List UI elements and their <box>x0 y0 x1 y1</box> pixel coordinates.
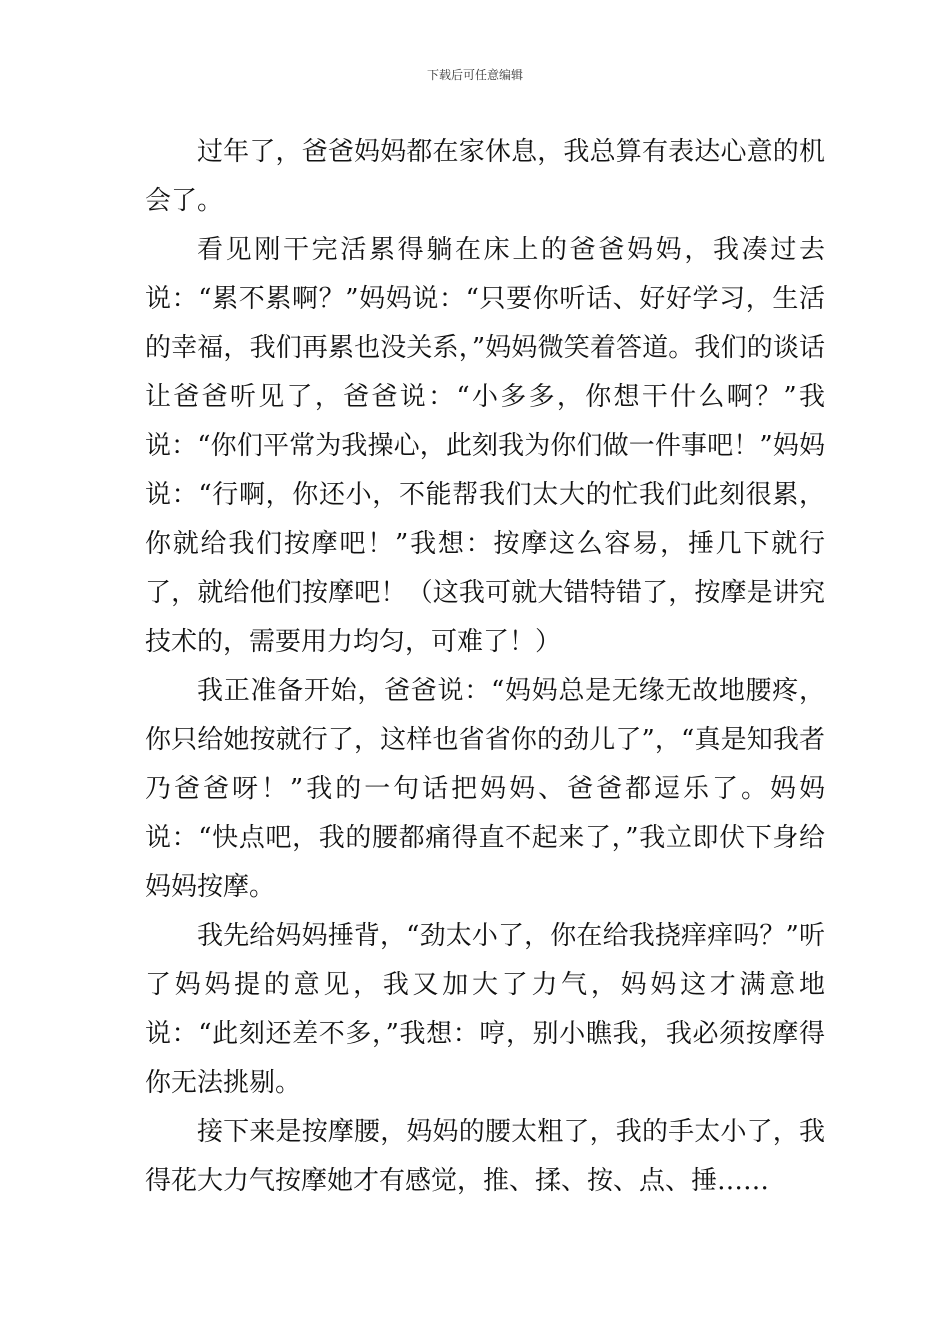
paragraph-5: 接下来是按摩腰，妈妈的腰太粗了，我的手太小了，我得花大力气按摩她才有感觉，推、揉、按、点、捶…… <box>145 1117 825 1196</box>
paragraph-3: 我正准备开始，爸爸说：“妈妈总是无缘无故地腰疼，你只给她按就行了，这样也省省你的劲儿了”，“真是知我者乃爸爸呀！”我的一句话把妈妈、爸爸都逗乐了。妈妈说：“快点吧，我的腰都痛得直不起来了，”我立即伏下身给妈妈按摩。 <box>145 676 825 902</box>
paragraph-1: 过年了，爸爸妈妈都在家休息，我总算有表达心意的机会了。 <box>145 137 825 216</box>
document-body <box>145 128 825 1206</box>
page-header: 下载后可任意编辑 <box>426 68 523 82</box>
paragraph-2: 看见刚干完活累得躺在床上的爸爸妈妈，我凑过去说：“累不累啊？”妈妈说：“只要你听话、好好学习，生活的幸福，我们再累也没关系，”妈妈微笑着答道。我们的谈话让爸爸听见了，爸爸说：“小多多，你想干什么啊？”我说：“你们平常为我操心，此刻我为你们做一件事吧！”妈妈说：“行啊，你还小，不能帮我们太大的忙我们此刻很累，你就给我们按摩吧！”我想：按摩这么容易，捶几下就行了，就给他们按摩吧！（这我可就大错特错了，按摩是讲究技术的，需要用力均匀，可难了！） <box>145 235 825 657</box>
paragraph-4: 我先给妈妈捶背，“劲太小了，你在给我挠痒痒吗？”听了妈妈提的意见，我又加大了力气，妈妈这才满意地说：“此刻还差不多，”我想：哼，别小瞧我，我必须按摩得你无法挑剔。 <box>145 921 825 1098</box>
